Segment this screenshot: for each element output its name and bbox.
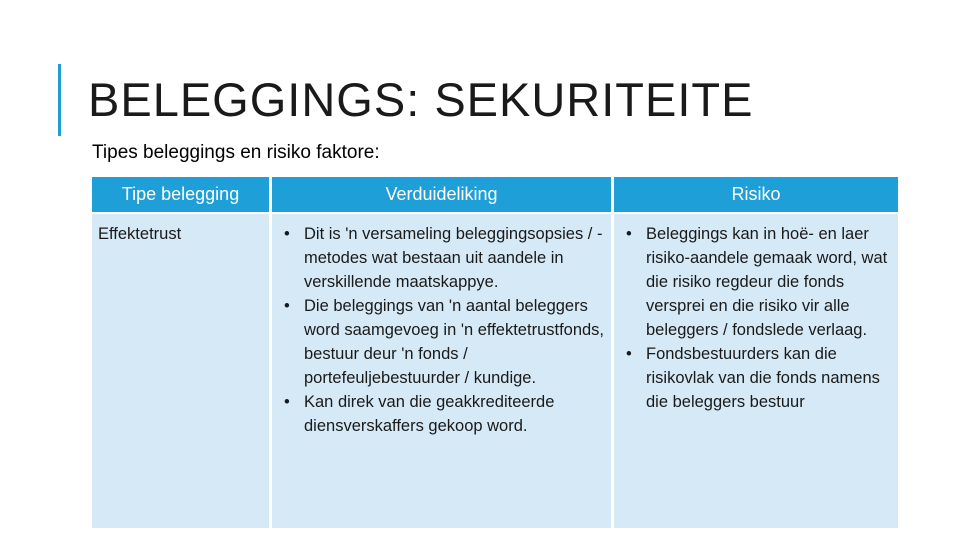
explanation-item: • Kan direk van die geakkrediteerde diensverskaffers gekoop word. [304, 390, 605, 438]
cell-type: Effektetrust [92, 214, 269, 528]
explanation-list [278, 222, 605, 438]
header-risk: Risiko [611, 177, 898, 214]
header-type: Tipe belegging [92, 177, 269, 214]
slide-subtitle: Tipes beleggings en risiko faktore: [92, 142, 380, 163]
slide-title: BELEGGINGS: SEKURITEITE [88, 73, 754, 126]
cell-risk [611, 214, 898, 528]
header-explanation: Verduideliking [269, 177, 611, 214]
table-header-row [92, 177, 898, 214]
cell-explanation [269, 214, 611, 528]
risk-list [620, 222, 892, 414]
risk-item: • Fondsbestuurders kan die risikovlak van die fonds namens die beleggers bestuur [646, 342, 892, 414]
table-row [92, 214, 898, 528]
title-accent-bar [58, 64, 61, 136]
explanation-item: • Dit is 'n versameling beleggingsopsies / -metodes wat bestaan uit aandele in verskillende maatskappye. [304, 222, 605, 294]
investment-table [92, 177, 898, 528]
risk-item: • Beleggings kan in hoë- en laer risiko-aandele gemaak word, wat die risiko regdeur die fonds versprei en die risiko vir alle beleggers / fondslede verlaag. [646, 222, 892, 342]
explanation-item: • Die beleggings van 'n aantal beleggers word saamgevoeg in 'n effektetrustfonds, bestuur deur 'n fonds / portefeuljebestuurder / kundige. [304, 294, 605, 390]
